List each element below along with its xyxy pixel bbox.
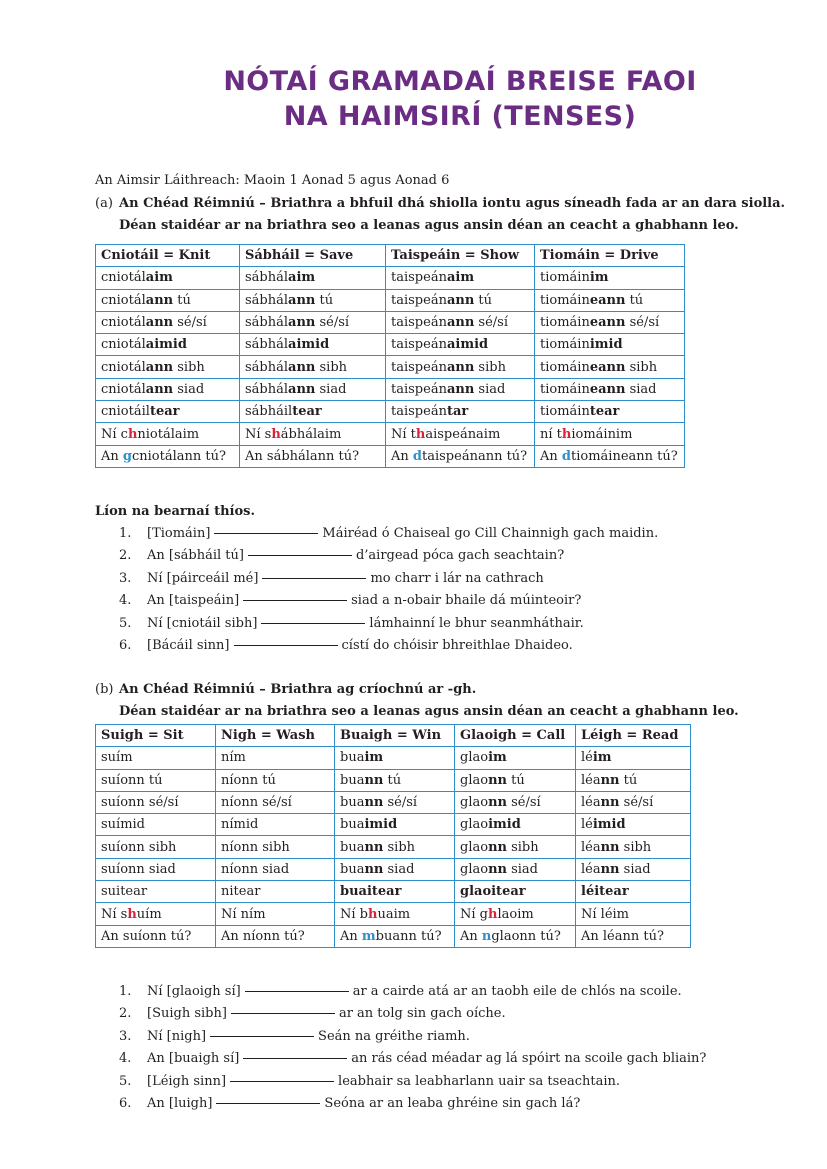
answer-blank[interactable] [261,623,365,624]
item-text [147,1003,506,1025]
item-text [147,613,584,635]
item-prompt: Ní [glaoigh sí] [147,984,241,999]
table-b-cell: Ní shuím [96,903,216,925]
table-b-cell: suíonn siad [96,858,216,880]
table-b-header-cell: Buaigh = Win [335,725,455,747]
item-number: 4. [119,593,132,609]
item-number: 5. [119,615,132,631]
table-b-row [96,769,691,791]
item-rest: mo charr i lár na cathrach [370,570,544,586]
item-prompt: Ní [cniotáil sibh] [147,615,258,631]
answer-blank[interactable] [230,1081,334,1082]
item-prompt: An [buaigh sí] [147,1051,240,1067]
item-prompt: An [luigh] [147,1095,213,1111]
table-b-cell: buann tú [335,769,455,791]
table-a-header-cell: Tiomáin = Drive [535,245,685,267]
table-b-cell: An nglaonn tú? [455,925,576,947]
table-a-cell: sábhálann tú [240,289,386,311]
table-b-cell: suím [96,747,216,769]
table-b-cell: níonn sibh [216,836,335,858]
conjugation-table-a [95,244,685,468]
answer-blank[interactable] [262,578,366,579]
table-a-cell: tiomáintear [535,401,685,423]
item-rest: lámhainní le bhur seanmháthair. [369,615,584,631]
table-b-cell: léimid [576,814,691,836]
item-text [147,590,581,612]
item-rest: Seóna ar an leaba ghréine sin gach lá? [324,1095,581,1111]
item-text [147,1093,580,1115]
table-a-cell: An dtiomáineann tú? [535,445,685,467]
table-a-cell: Ní shábhálaim [240,423,386,445]
table-b-cell: An suíonn tú? [96,925,216,947]
table-a-cell: An dtaispeánann tú? [386,445,535,467]
item-prompt: An [sábháil tú] [147,548,244,564]
table-b-cell: glaonn siad [455,858,576,880]
item-text [147,1026,470,1048]
table-a-header-cell: Cniotáil = Knit [96,245,240,267]
table-b-header-cell: Nigh = Wash [216,725,335,747]
table-b-cell: léann sibh [576,836,691,858]
item-rest: an rás céad méadar ag lá spóirt na scoile gach bliain? [351,1051,707,1067]
table-b-cell: glaonn sibh [455,836,576,858]
item-number: 2. [119,1006,132,1022]
table-b-cell: níonn sé/sí [216,791,335,813]
table-b-cell: Ní ghlaoim [455,903,576,925]
table-a-cell: sábhálaim [240,267,386,289]
answer-blank[interactable] [216,1103,320,1104]
table-a-cell: sábhálann sibh [240,356,386,378]
table-b-cell: suitear [96,881,216,903]
item-text [147,545,564,567]
answer-blank[interactable] [214,533,318,534]
table-b-cell: glaoimid [455,814,576,836]
item-prompt: [Bácáil sinn] [147,637,230,653]
item-prompt: Ní [nigh] [147,1028,207,1044]
answer-blank[interactable] [231,1013,335,1014]
table-a-row [96,401,685,423]
part-b-instruction: Déan staidéar ar na briathra seo a leanas agus ansin déan an ceacht a ghabhann leo. [119,704,739,719]
table-b-header-cell: Léigh = Read [576,725,691,747]
table-b-cell: léim [576,747,691,769]
item-rest: siad a n-obair bhaile dá múinteoir? [351,593,582,609]
table-a-cell: sábháiltear [240,401,386,423]
table-b-cell: glaoitear [455,881,576,903]
table-b-cell: níonn siad [216,858,335,880]
table-a-cell: tiomáineann sibh [535,356,685,378]
table-a-cell: taispeánaimid [386,334,535,356]
answer-blank[interactable] [248,555,352,556]
item-number: 3. [119,1028,132,1044]
item-number: 3. [119,570,132,586]
table-b-cell: An léann tú? [576,925,691,947]
table-b-cell: suíonn sé/sí [96,791,216,813]
item-rest: cístí do chóisir bhreithlae Dhaideo. [341,637,573,653]
item-text [147,1071,620,1093]
table-a-row [96,334,685,356]
table-a-row [96,378,685,400]
table-a-row [96,356,685,378]
table-a-cell: cniotálann sibh [96,356,240,378]
table-b-cell: glaonn tú [455,769,576,791]
table-b-cell: suíonn tú [96,769,216,791]
table-a-cell: Ní chniotálaim [96,423,240,445]
table-b-cell: buann sé/sí [335,791,455,813]
part-a-heading [95,196,785,211]
table-a-cell: cniotálann tú [96,289,240,311]
table-b-cell: suíonn sibh [96,836,216,858]
table-a-row [96,445,685,467]
item-number: 5. [119,1073,132,1089]
table-a-header-row [96,245,685,267]
part-b-title: An Chéad Réimniú – Briathra ag críochnú ar -gh. [119,682,477,697]
table-b-row [96,814,691,836]
part-a-label: (a) [95,196,113,211]
item-rest: Máiréad ó Chaiseal go Cill Chainnigh gach maidin. [322,526,659,541]
table-b-cell: buaim [335,747,455,769]
item-rest: Seán na gréithe riamh. [318,1028,470,1044]
table-b-row [96,881,691,903]
table-a-row [96,267,685,289]
table-a-cell: sábhálann sé/sí [240,311,386,333]
part-a-title: An Chéad Réimniú – Briathra a bhfuil dhá shiolla iontu agus síneadh fada ar an dara siolla. [119,196,786,211]
page-title [180,64,740,134]
table-b-cell: léann siad [576,858,691,880]
item-number: 2. [119,548,132,564]
table-a-cell: taispeánann sibh [386,356,535,378]
table-b-row [96,858,691,880]
table-b-cell: glaoim [455,747,576,769]
table-a-cell: cniotálaim [96,267,240,289]
table-b-row [96,747,691,769]
table-b-row [96,903,691,925]
item-prompt: [Suigh sibh] [147,1006,227,1022]
item-rest: ar a cairde atá ar an taobh eile de chlós na scoile. [352,984,682,999]
table-a-cell: cniotálaimid [96,334,240,356]
table-a-cell: taispeántar [386,401,535,423]
table-a-cell: An gcniotálann tú? [96,445,240,467]
title-line-2: NA HAIMSIRÍ (TENSES) [283,101,637,132]
table-a-cell: taispeánaim [386,267,535,289]
table-b-cell: buann siad [335,858,455,880]
conjugation-table-b [95,724,691,948]
section-heading: An Aimsir Láithreach: Maoin 1 Aonad 5 agus Aonad 6 [95,173,450,188]
part-b-heading [95,682,476,697]
table-b-cell: Ní bhuaim [335,903,455,925]
item-number: 4. [119,1051,132,1067]
table-b-cell: ním [216,747,335,769]
table-b-cell: buann sibh [335,836,455,858]
table-b-row [96,925,691,947]
item-prompt: Ní [páirceáil mé] [147,570,259,586]
table-b-cell: Ní ním [216,903,335,925]
table-b-row [96,836,691,858]
answer-blank[interactable] [210,1036,314,1037]
item-number: 1. [119,526,132,541]
table-a-cell: cniotáiltear [96,401,240,423]
table-a-cell: taispeánann siad [386,378,535,400]
item-rest: ar an tolg sin gach oíche. [338,1006,506,1022]
table-b-header-cell: Suigh = Sit [96,725,216,747]
table-a-cell: Ní thaispeánaim [386,423,535,445]
item-text [147,568,544,590]
table-a-header-cell: Sábháil = Save [240,245,386,267]
item-text [147,523,658,545]
table-b-cell: léann sé/sí [576,791,691,813]
item-text [147,981,682,1003]
table-b-cell: buaitear [335,881,455,903]
item-text [147,1048,706,1070]
table-b-header-cell: Glaoigh = Call [455,725,576,747]
table-b-cell: suímid [96,814,216,836]
exercise-a-heading: Líon na bearnaí thíos. [95,504,256,519]
table-a-cell: tiomáineann siad [535,378,685,400]
table-b-header-row [96,725,691,747]
table-b-row [96,791,691,813]
table-b-cell: An mbuann tú? [335,925,455,947]
table-b-cell: léann tú [576,769,691,791]
table-b-cell: nitear [216,881,335,903]
table-a-cell: taispeánann sé/sí [386,311,535,333]
table-b-cell: léitear [576,881,691,903]
item-number: 6. [119,1095,132,1111]
table-b-cell: nímid [216,814,335,836]
table-a-cell: ní thiomáinim [535,423,685,445]
item-number: 6. [119,637,132,653]
answer-blank[interactable] [234,645,338,646]
table-a-header-cell: Taispeáin = Show [386,245,535,267]
part-b-label: (b) [95,682,114,697]
answer-blank[interactable] [243,600,347,601]
table-a-row [96,289,685,311]
table-a-cell: sábhálaimid [240,334,386,356]
table-a-row [96,423,685,445]
table-a-cell: tiomáineann sé/sí [535,311,685,333]
title-line-1: NÓTAÍ GRAMADAÍ BREISE FAOI [223,66,697,97]
table-a-cell: cniotálann sé/sí [96,311,240,333]
table-a-row [96,311,685,333]
table-a-cell: tiomáineann tú [535,289,685,311]
part-a-instruction: Déan staidéar ar na briathra seo a leanas agus ansin déan an ceacht a ghabhann leo. [119,218,739,233]
table-a-cell: An sábhálann tú? [240,445,386,467]
answer-blank[interactable] [243,1058,347,1059]
table-b-cell: An níonn tú? [216,925,335,947]
table-a-cell: tiomáinim [535,267,685,289]
item-text [147,635,573,657]
item-number: 1. [119,984,132,999]
table-a-cell: sábhálann siad [240,378,386,400]
table-b-cell: buaimid [335,814,455,836]
table-b-cell: Ní léim [576,903,691,925]
table-a-cell: cniotálann siad [96,378,240,400]
item-rest: leabhair sa leabharlann uair sa tseachtain. [338,1073,620,1089]
item-rest: d’airgead póca gach seachtain? [355,548,565,564]
item-prompt: [Tiomáin] [147,526,211,541]
table-b-cell: níonn tú [216,769,335,791]
item-prompt: [Léigh sinn] [147,1073,227,1089]
item-prompt: An [taispeáin] [147,593,240,609]
table-b-cell: glaonn sé/sí [455,791,576,813]
answer-blank[interactable] [245,991,349,992]
table-a-cell: tiomáinimid [535,334,685,356]
table-a-cell: taispeánann tú [386,289,535,311]
